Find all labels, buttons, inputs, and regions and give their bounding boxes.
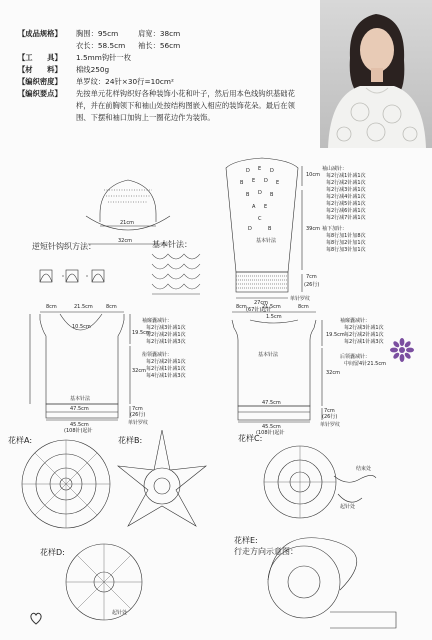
sleeve-dec-row: 每2行减5针减1次 [326, 201, 366, 207]
motif-c-end: 结束处 [356, 466, 372, 472]
spec-shoulder: 肩宽：38cm [138, 29, 181, 38]
front-cast-on: (108针)起针 [64, 428, 93, 434]
motif-d-label: 花样D: [40, 548, 65, 557]
front-top-left: 8cm [46, 304, 57, 310]
front-top-right: 8cm [106, 304, 117, 310]
basic-stitch-title: 基本针法： [152, 240, 192, 249]
flower-letter: D [264, 178, 268, 184]
back-shoulder-title: 袖窿囊减针： [340, 318, 371, 324]
back-armhole: 19.5cm [326, 332, 345, 338]
back-hem: 7cm [324, 408, 335, 414]
flower-letter: D [258, 190, 262, 196]
front-top-mid: 21.5cm [74, 304, 93, 310]
spec-length: 衣长：58.5cm [76, 41, 126, 50]
flower-letter: B [240, 180, 244, 186]
back-cast-on: (108针)起针 [256, 430, 285, 436]
back-base-label: 基本针法 [258, 352, 279, 358]
spec-points-key: 【编织要点】 [18, 89, 62, 98]
short-row-title: 逆短针钩织方法： [32, 242, 96, 251]
sleeve-dec-row: 每2行减1针减1次 [326, 173, 366, 179]
sleeve-dec-row: 每2行减6针减1次 [326, 208, 366, 214]
flower-letter: B [268, 226, 272, 232]
sleeve-cuff-label: 单针罗纹 [290, 296, 311, 302]
back-neck-row: 中间留4针21.5cm [344, 361, 386, 367]
motif-c-label: 花样C: [238, 434, 263, 443]
spec-material-key: 【材 料】 [18, 65, 62, 74]
sleeve-inc-title: 袖下加针： [322, 226, 348, 232]
back-width1: 47.5cm [262, 400, 281, 406]
front-width2: 45.5cm [70, 422, 89, 428]
collar-bottom: 32cm [118, 238, 132, 244]
back-shoulder-row: 每2行减3针减1次 [344, 325, 384, 331]
front-shoulder-row: 每2行减2针减1次 [146, 332, 186, 338]
front-body: 32cm [132, 368, 146, 374]
front-rib-label: 单针罗纹 [128, 420, 149, 426]
sleeve-width: 27cm [254, 300, 268, 306]
back-body: 32cm [326, 370, 340, 376]
spec-sleeve: 袖长：56cm [138, 41, 181, 50]
sleeve-h-bottom: 7cm [306, 274, 317, 280]
front-neck-depth: 10.5cm [72, 324, 91, 330]
back-top-right: 8cm [298, 304, 309, 310]
flower-letter: B [270, 192, 274, 198]
flower-letter: E [264, 204, 268, 210]
sleeve-dec-row: 每2行减4针减1次 [326, 194, 366, 200]
sleeve-width-sts: (67针)起针 [246, 307, 272, 313]
collar-width: 21cm [120, 220, 134, 226]
back-shoulder-row: 每2行减2针减1次 [344, 332, 384, 338]
flower-letter: A [252, 204, 256, 210]
front-side-row: 每4行减1针减3次 [146, 373, 186, 379]
motif-e-sub: 行走方向示意图： [234, 547, 298, 556]
sleeve-h-bottom-rows: (26行) [304, 282, 320, 288]
sleeve-inc-row: 每8行加3针加1次 [326, 247, 366, 253]
spec-material-value: 棉线250g [76, 65, 110, 74]
sleeve-base-label: 基本针法 [256, 238, 277, 244]
motif-c-start: 起针处 [340, 504, 356, 510]
sleeve-inc-row: 每8行加2针加1次 [326, 240, 366, 246]
back-top-mid: 21.5cm [262, 304, 281, 310]
back-top-left: 8cm [236, 304, 247, 310]
back-neck-depth: 1.5cm [266, 314, 282, 320]
front-hem-rows: (26行) [130, 412, 146, 418]
flower-letter: E [252, 178, 256, 184]
flower-letter: C [258, 216, 262, 222]
spec-density-value: 单罗纹：24针×30行=10cm² [76, 77, 174, 86]
flower-letter: D [246, 168, 250, 174]
spec-size-key: 【成品规格】 [18, 29, 62, 38]
spec-chest: 胸围：95cm [76, 29, 119, 38]
sleeve-dec-row: 每2行减2针减1次 [326, 180, 366, 186]
back-hem-rows: (26行) [322, 414, 338, 420]
heart-icon [30, 610, 42, 624]
back-neck-title: 后领囊减针： [340, 354, 371, 360]
front-armhole: 19.5cm [132, 330, 151, 336]
flower-letter: E [276, 180, 280, 186]
flower-letter: D [270, 168, 274, 174]
sleeve-dec-title: 袖山减针： [322, 166, 348, 172]
front-base-label: 基本针法 [70, 396, 91, 402]
spec-tool-value: 1.5mm钩针一枚 [76, 53, 132, 62]
back-rib-label: 单针罗纹 [320, 422, 341, 428]
sleeve-inc-row: 每8行加1针加8次 [326, 233, 366, 239]
sleeve-dec-row: 每2行减7针减1次 [326, 215, 366, 221]
front-hem: 7cm [132, 406, 143, 412]
motif-b-label: 花样B: [118, 436, 143, 445]
back-shoulder-row: 每2行减1针减3次 [344, 339, 384, 345]
spec-density-key: 【编织密度】 [18, 77, 62, 86]
motif-e-label: 花样E: [234, 536, 258, 545]
sleeve-dec-row: 每2行减3针减1次 [326, 187, 366, 193]
front-shoulder-row: 每2行减1针减3次 [146, 339, 186, 345]
front-shoulder-row: 每2行减3针减1次 [146, 325, 186, 331]
spec-points-value: 先按单元花样钩织好各种装饰小花和叶子，然后用本色线钩织基础花样，并在前胸领下和袖山处按结构图嵌入相应的装饰花朵。最后在领围、下摆和袖口加钩上一圈花边作为装饰。 [76, 89, 295, 122]
sleeve-h-top: 10cm [306, 172, 320, 178]
front-side-title: 衔领囊减针： [142, 352, 173, 358]
motif-d-start: 起针处 [112, 610, 128, 616]
flower-letter: D [248, 226, 252, 232]
sleeve-h-mid: 39cm [306, 226, 320, 232]
front-shoulder-title: 袖窿囊减针： [142, 318, 173, 324]
spec-tool-key: 【工 具】 [18, 53, 62, 62]
front-side-row: 每2行减2针减1次 [146, 359, 186, 365]
front-side-row: 每2行减1针减1次 [146, 366, 186, 372]
flower-letter: E [258, 166, 262, 172]
motif-a-label: 花样A: [8, 436, 33, 445]
flower-letter: B [246, 192, 250, 198]
front-width1: 47.5cm [70, 406, 89, 412]
back-width2: 45.5cm [262, 424, 281, 430]
